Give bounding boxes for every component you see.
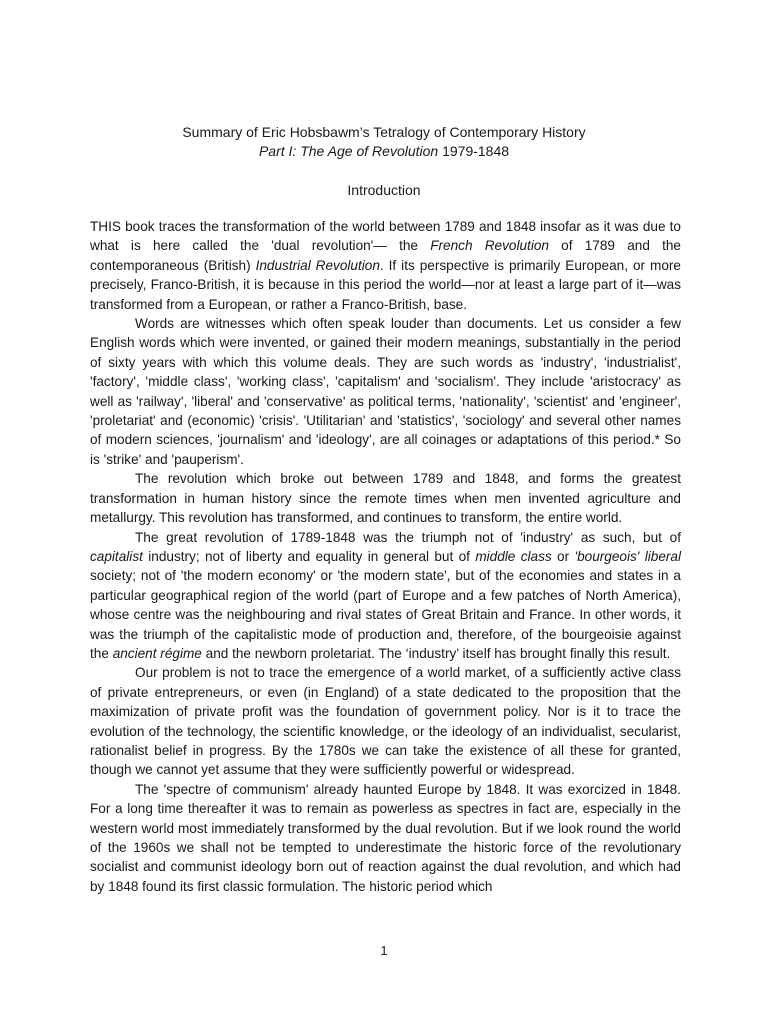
paragraph-2: Words are witnesses which often speak louder than documents. Let us consider a few English words which were invented, or gained their modern meanings, substantially in the period of sixty years with which this volume deals. They are such words as 'industry', 'industrialist', 'factory', 'middle class', 'working class', 'capitalism' and 'socialism'. They include 'aristocracy' as well as 'railway', 'liberal' and 'conservative' as political terms, 'nationality', 'scientist' and 'engineer', 'proletariat' and (economic) 'crisis'. 'Utilitarian' and 'statistics', 'sociology' and several other names of modern sciences, 'journalism' and 'ideology', are all coinages or adaptations of this period.* So is 'strike' and 'pauperism'.: [90, 316, 681, 467]
body-text: [90, 217, 681, 896]
document-title: Summary of Eric Hobsbawm’s Tetralogy of Contemporary History: [182, 124, 586, 140]
paragraph-1-emphasis: Industrial Revolution: [255, 257, 380, 273]
paragraph-4: [90, 528, 681, 664]
paragraph-4-emphasis: 'bourgeois' liberal: [574, 548, 681, 564]
paragraph-4-emphasis: capitalist: [90, 548, 143, 564]
paragraph-1-text: . If its perspective is primarily European, or more precisely, Franco-British, it is because in this period the world—nor at least a large part of it—was transformed from a European, or rather a Franco-British, base.: [90, 257, 681, 312]
paragraph-4-text: society; not of 'the modern economy' or 'the modern state', but of the economies and states in a particular geographical region of the world (part of Europe and a few patches of North America), whose centre was the neighbouring and rival states of Great Britain and France. In other words, it was the triumph of the capitalistic mode of production and, therefore, of the bourgeoisie against the: [90, 568, 681, 661]
paragraph-4-text: or: [551, 548, 575, 564]
section-heading: Introduction: [347, 182, 421, 198]
paragraph-5: Our problem is not to trace the emergence of a world market, of a sufficiently active class of private entrepreneurs, or even (in England) of a state dedicated to the proposition that the maximization of private profit was the foundation of government policy. Nor is it to trace the evolution of the technology, the scientific knowledge, or the ideology of an individualist, secularist, rationalist belief in progress. By the 1780s we can take the existence of all these for granted, though we cannot yet assume that they were sufficiently powerful or widespread.: [90, 665, 681, 778]
subtitle-part: Part I: The Age of Revolution: [258, 143, 439, 159]
paragraph-6: The 'spectre of communism' already haunted Europe by 1848. It was exorcized in 1848. For a long time thereafter it was to remain as powerless as spectres in fact are, especially in the western world most immediately transformed by the dual revolution. But if we look round the world of the 1960s we shall not be tempted to underestimate the historic force of the revolutionary socialist and communist ideology born out of reaction against the dual revolution, and which had by 1848 found its first classic formulation. The historic period which: [90, 781, 681, 894]
paragraph-1: [90, 217, 681, 314]
paragraph-1-emphasis: French Revolution: [430, 238, 549, 254]
document-subtitle: [0, 142, 768, 161]
paragraph-4-emphasis: middle class: [475, 548, 552, 564]
page-number: 1: [380, 943, 388, 958]
paragraph-4-text: The great revolution of 1789-1848 was the triumph not of 'industry' as such, but of: [135, 529, 681, 545]
paragraph-4-text: and the newborn proletariat. The ‘industry’ itself has brought finally this result.: [201, 645, 671, 661]
title-block: [0, 123, 768, 161]
paragraph-3: The revolution which broke out between 1789 and 1848, and forms the greatest transformation in human history since the remote times when men invented agriculture and metallurgy. This revolution has transformed, and continues to transform, the entire world.: [90, 471, 681, 526]
paragraph-1-text: of 1789 and the contemporaneous (British): [90, 238, 681, 273]
paragraph-1-text: THIS book traces the transformation of the world between 1789 and 1848 insofar as it was due to what is here called the 'dual revolution'— the: [90, 219, 681, 254]
paragraph-4-text: industry; not of liberty and equality in general but of: [142, 548, 476, 564]
paragraph-4-emphasis: ancient régime: [112, 645, 202, 661]
subtitle-years: 1979-1848: [442, 143, 510, 159]
